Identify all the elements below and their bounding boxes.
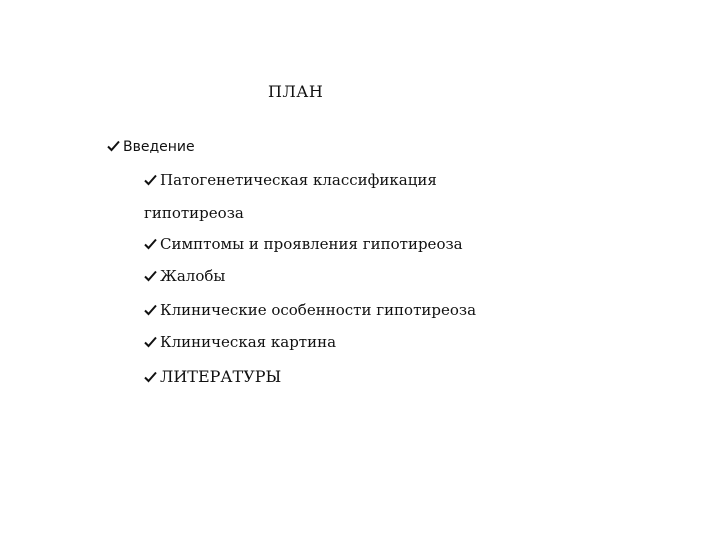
- list-item-symptoms: [144, 235, 463, 253]
- list-item-complaints: [144, 267, 225, 285]
- list-item-label: Клинические особенности гипотиреоза: [160, 301, 477, 319]
- list-item-label: Клиническая картина: [160, 333, 337, 351]
- checkmark-icon: [144, 371, 157, 383]
- page-title: ПЛАН: [268, 82, 324, 101]
- list-item-label: ЛИТЕРАТУРЫ: [160, 367, 282, 386]
- checkmark-icon: [144, 270, 157, 282]
- list-item-continuation: гипотиреоза: [144, 204, 244, 222]
- checkmark-icon: [107, 140, 120, 152]
- list-item-label: Симптомы и проявления гипотиреоза: [160, 235, 463, 253]
- checkmark-icon: [144, 336, 157, 348]
- list-item-clinical-features: [144, 301, 476, 319]
- checkmark-icon: [144, 238, 157, 250]
- list-item-label: Патогенетическая классификация: [160, 171, 437, 189]
- list-item-classification: [144, 171, 437, 189]
- list-item-label: Жалобы: [160, 267, 226, 285]
- checkmark-icon: [144, 174, 157, 186]
- checkmark-icon: [144, 304, 157, 316]
- list-item-label: Введение: [123, 139, 195, 155]
- list-item-introduction: [107, 139, 195, 155]
- list-item-literature: [144, 367, 281, 386]
- list-item-clinical-picture: [144, 333, 336, 351]
